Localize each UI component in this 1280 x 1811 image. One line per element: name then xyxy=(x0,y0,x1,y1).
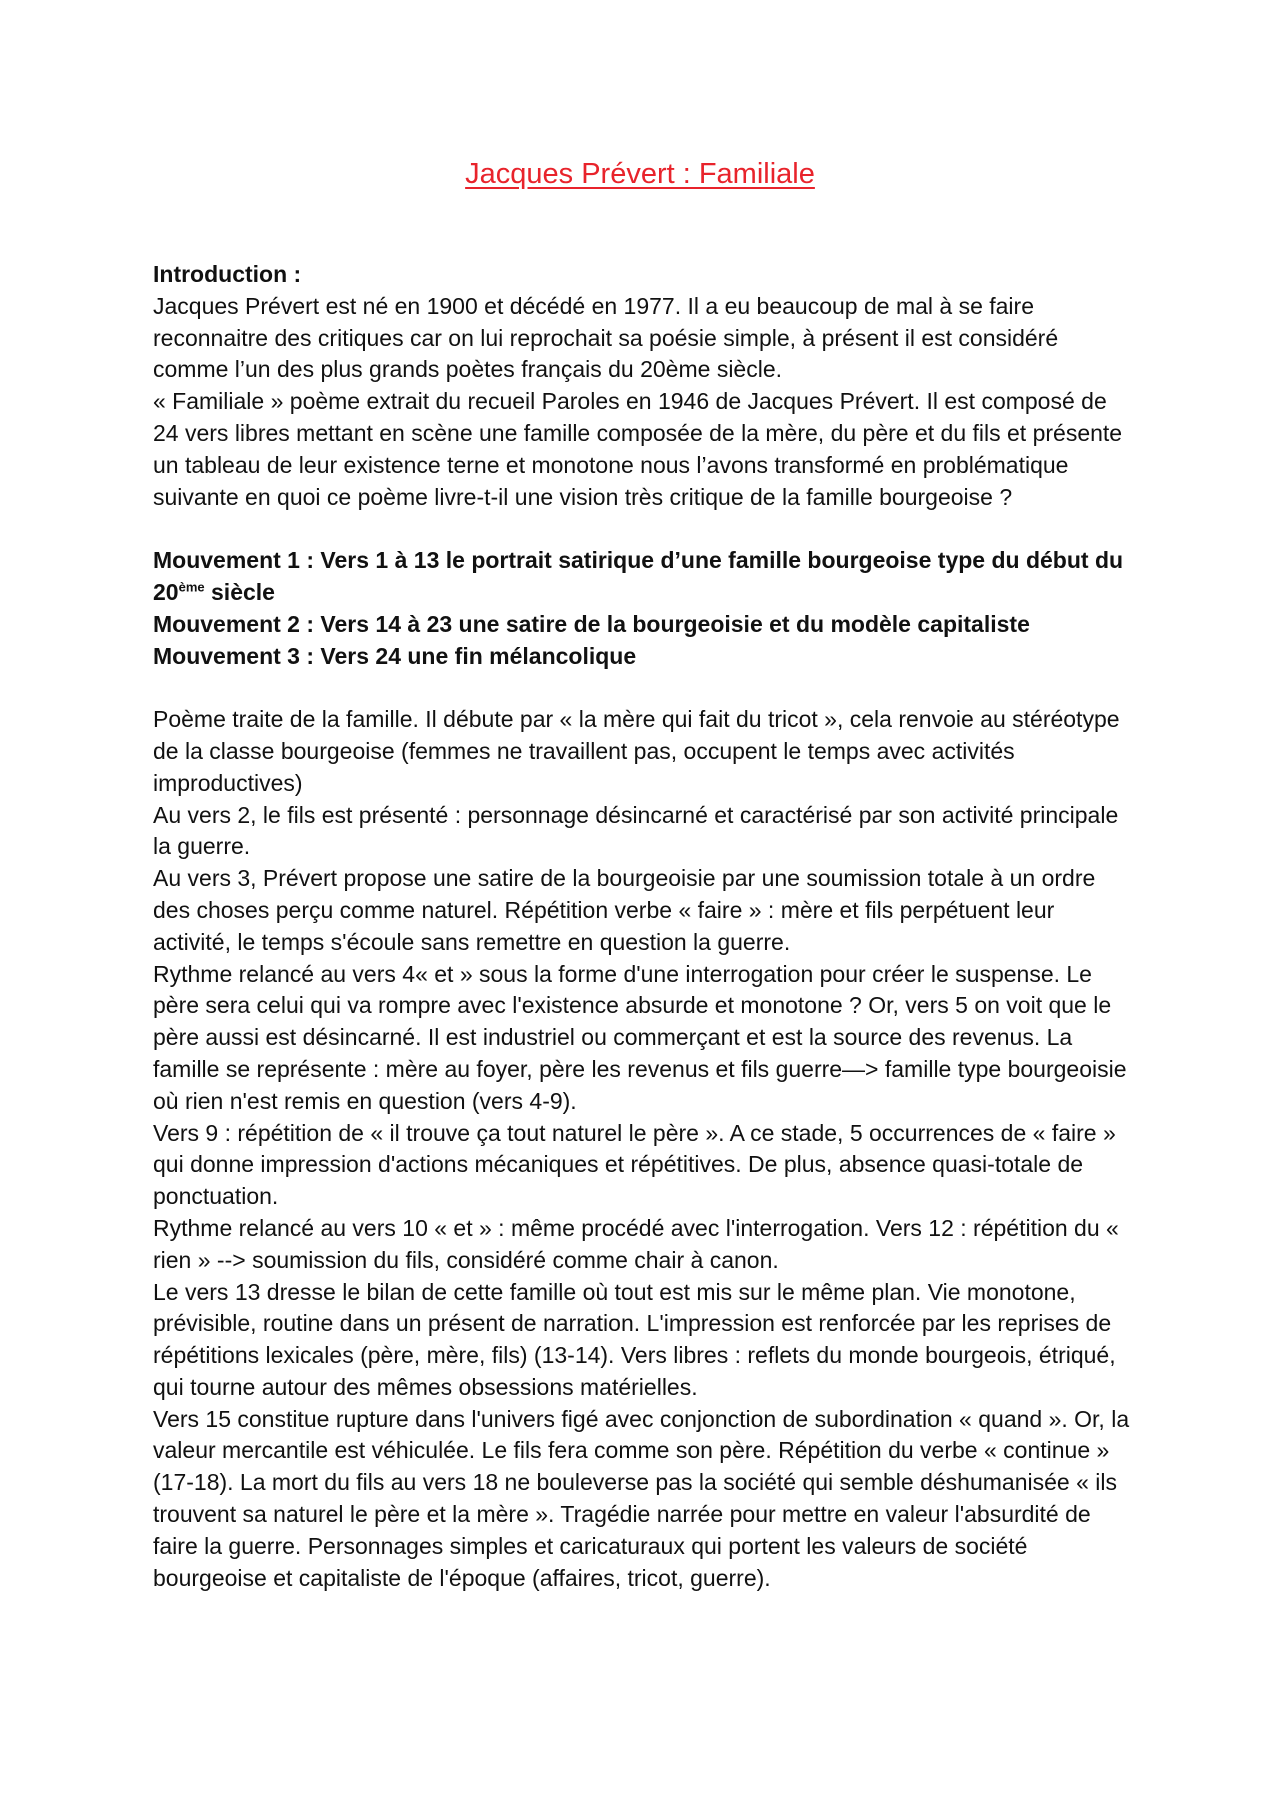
document-body xyxy=(153,259,1138,1594)
analysis-paragraph-7: Le vers 13 dresse le bilan de cette famille où tout est mis sur le même plan. Vie monotone, prévisible, routine dans un présent de narration. L'impression est renforcée par les reprises de répétitions lexicales (père, mère, fils) (13-14). Vers libres : reflets du monde bourgeois, étriqué, qui tourne autour des mêmes obsessions matérielles. xyxy=(153,1278,1116,1400)
analysis-paragraph-3: Au vers 3, Prévert propose une satire de la bourgeoisie par une soumission totale à un ordre des choses perçu comme naturel. Répétition verbe « faire » : mère et fils perpétuent leur activité, le temps s'écoule sans remettre en question la guerre. xyxy=(153,865,1096,955)
movement-1-tail: siècle xyxy=(204,578,275,605)
analysis-paragraph-5: Vers 9 : répétition de « il trouve ça tout naturel le père ». A ce stade, 5 occurrences de « faire » qui donne impression d'actions mécaniques et répétitives. De plus, absence quasi-totale de ponctuation. xyxy=(153,1119,1116,1210)
movement-1-superscript: ème xyxy=(178,579,205,595)
movement-1 xyxy=(153,545,1138,609)
spacer xyxy=(153,513,1138,545)
intro-paragraph-2: « Familiale » poème extrait du recueil Paroles en 1946 de Jacques Prévert. Il est composé de 24 vers libres mettant en scène une famille composée de la mère, du père et du fils et présente un tableau de leur existence terne et monotone nous l’avons transformé en problématique suivante en quoi ce poème livre-t-il une vision très critique de la famille bourgeoise ? xyxy=(153,388,1123,510)
analysis-paragraph-8: Vers 15 constitue rupture dans l'univers figé avec conjonction de subordination « quand ». Or, la valeur mercantile est véhiculée. Le fils fera comme son père. Répétition du verbe « continue » (17-18). La mort du fils au vers 18 ne bouleverse pas la société qui semble déshumanisée « ils trouvent sa naturel le père et la mère ». Tragédie narrée pour mettre en valeur l'absurdité de faire la guerre. Personnages simples et caricaturaux qui portent les valeurs de société bourgeoise et capitaliste de l'époque (affaires, tricot, guerre). xyxy=(153,1405,1130,1591)
analysis-paragraph-1: Poème traite de la famille. Il débute par « la mère qui fait du tricot », cela renvoie au stéréotype de la classe bourgeoise (femmes ne travaillent pas, occupent le temps avec activités improductives) xyxy=(153,706,1120,796)
intro-paragraph-1: Jacques Prévert est né en 1900 et décédé en 1977. Il a eu beaucoup de mal à se faire reconnaitre des critiques car on lui reprochait sa poésie simple, à présent il est considéré comme l’un des plus grands poètes français du 20ème siècle. xyxy=(153,292,1059,383)
movement-1-text: Mouvement 1 : Vers 1 à 13 le portrait satirique d’une famille bourgeoise type du début du 20 xyxy=(153,547,1124,605)
document-title: Jacques Prévert : Familiale xyxy=(465,158,815,190)
spacer xyxy=(153,672,1138,704)
analysis-paragraph-4: Rythme relancé au vers 4« et » sous la forme d'une interrogation pour créer le suspense. Le père sera celui qui va rompre avec l'existence absurde et monotone ? Or, vers 5 on voit que le père aussi est désincarné. Il est industriel ou commerçant et est la source des revenus. La famille se représente : mère au foyer, père les revenus et fils guerre—> famille type bourgeoisie où rien n'est remis en question (vers 4-9). xyxy=(153,960,1127,1114)
analysis-paragraph-6: Rythme relancé au vers 10 « et » : même procédé avec l'interrogation. Vers 12 : répétition du « rien » --> soumission du fils, considéré comme chair à canon. xyxy=(153,1214,1119,1273)
movement-3: Mouvement 3 : Vers 24 une fin mélancolique xyxy=(153,642,637,669)
movement-2: Mouvement 2 : Vers 14 à 23 une satire de la bourgeoisie et du modèle capitaliste xyxy=(153,610,1030,637)
analysis-paragraph-2: Au vers 2, le fils est présenté : personnage désincarné et caractérisé par son activité principale la guerre. xyxy=(153,801,1119,860)
intro-heading: Introduction : xyxy=(153,261,302,287)
